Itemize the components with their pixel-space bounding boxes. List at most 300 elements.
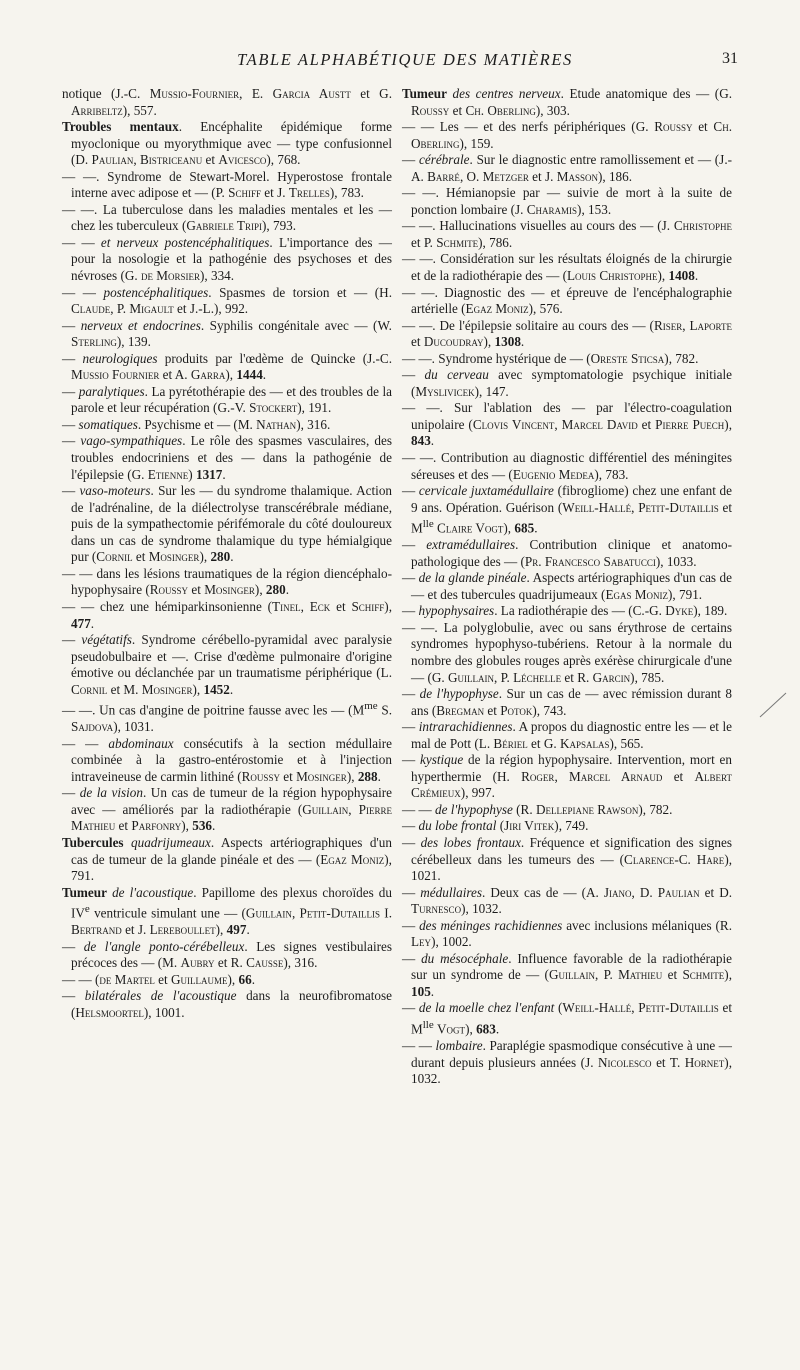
entry-text: — — — [402, 801, 435, 817]
entry-text: et — [484, 702, 501, 718]
entry-text: — — [62, 785, 80, 801]
italic-subterm: quadrijumeaux — [131, 835, 211, 850]
entry-text: ), 782. — [638, 801, 673, 817]
author-name: Mosinger — [204, 582, 255, 598]
entry-text: . Les signes vestibulaires précoces des — (M. — [71, 938, 392, 971]
italic-subterm: vago-sympathiques — [80, 433, 183, 449]
entry-text: — — [402, 884, 421, 900]
entry-text: et J. — [260, 185, 289, 201]
index-entry — [402, 318, 732, 351]
bold-term: Tubercules — [62, 835, 124, 850]
entry-text: ), — [465, 1021, 477, 1037]
author-name: Causse — [246, 955, 284, 971]
author-name: Weill-Hallé — [562, 1000, 632, 1016]
author-name: Mathieu — [618, 967, 663, 983]
entry-text: et M — [411, 499, 732, 536]
index-entry — [402, 1038, 732, 1088]
entry-text: et J. — [121, 922, 150, 938]
author-name: Guillain — [302, 801, 349, 817]
index-entry — [402, 285, 732, 318]
entry-text: . Sur le diagnostic entre ramollissement et — (J.-A. — [411, 152, 733, 184]
author-name: Weill-Hallé — [562, 499, 632, 515]
entry-text: . Spasmes de torsion et — (H. — [208, 284, 393, 300]
entry-text: et — [154, 971, 171, 987]
italic-subterm: du lobe frontal — [418, 818, 497, 834]
index-entry — [402, 620, 732, 686]
index-entry — [62, 119, 392, 169]
author-name: Léchelle — [513, 669, 562, 685]
entry-text: et T. — [651, 1054, 685, 1070]
entry-text: ), 316. — [296, 416, 331, 432]
entry-text: , P. — [594, 967, 619, 983]
entry-text: . — [520, 334, 525, 350]
bold-term: 1452 — [203, 681, 230, 697]
author-name: Sterling — [71, 334, 117, 350]
entry-text: . — [285, 582, 289, 598]
author-name: Vogt — [437, 1021, 466, 1037]
entry-text: — — [402, 835, 421, 850]
entry-text: — — [402, 719, 419, 735]
entry-text: — —. Sur l'ablation des — par l'électro-coagulation unipolaire ( — [402, 400, 732, 432]
index-entry — [62, 835, 392, 885]
author-name: Albert Crémieux — [411, 768, 733, 801]
entry-text: ), — [483, 334, 495, 350]
entry-text: — — [402, 950, 422, 966]
entry-text: et J. — [528, 168, 557, 184]
index-entry — [402, 835, 732, 885]
author-name: Nathan — [256, 416, 297, 432]
entry-text: . Papillome des plexus choroïdes du IV — [71, 884, 392, 921]
entry-text: et M. — [107, 681, 142, 697]
author-name: Guillain — [448, 669, 495, 685]
entry-text: ), 303. — [535, 102, 570, 118]
author-name: Petit-Dutaillis — [299, 905, 381, 921]
entry-text: . — [246, 922, 250, 938]
entry-text: . Contribution clinique et anatomo-pathologique des — ( — [411, 537, 733, 569]
entry-text: . — [495, 1021, 500, 1037]
author-name: Egas Moniz — [605, 586, 669, 602]
italic-subterm: médullaires — [420, 884, 483, 900]
index-entry — [402, 802, 732, 819]
italic-subterm: des lobes frontaux — [420, 835, 521, 850]
entry-text: et — [132, 549, 149, 565]
index-entry — [62, 417, 392, 434]
author-name: Garcia Austt — [272, 86, 351, 101]
entry-text: — — [402, 818, 419, 834]
entry-text: . — [212, 818, 216, 834]
entry-text: , — [300, 598, 310, 614]
entry-text: . — [230, 549, 234, 565]
author-name: Ley — [411, 934, 432, 950]
entry-text — [124, 835, 131, 850]
author-name: Sajdova — [71, 719, 114, 735]
entry-text: . — [430, 433, 435, 449]
author-name: Paulian — [91, 152, 134, 168]
author-name: Schmite — [436, 234, 479, 250]
entry-text: . Fréquence et signification des signes cérébelleux dans les tumeurs des — ( — [411, 835, 732, 867]
entry-text: lle — [422, 1019, 434, 1032]
index-entry — [402, 719, 732, 752]
italic-subterm: de l'hypophyse — [434, 801, 513, 817]
index-entry — [402, 251, 732, 284]
italic-subterm: neurologiques — [82, 350, 158, 366]
author-name: Claude — [71, 301, 111, 317]
entry-text: et — [411, 334, 424, 350]
entry-text: . Sur un cas de — avec rémission durant 8 ans ( — [411, 686, 733, 718]
entry-text: — —. Diagnostic des — et épreuve de l'encéphalographie artérielle ( — [402, 284, 732, 317]
author-name: Schiff — [228, 185, 261, 201]
author-name: Lereboullet — [149, 922, 216, 938]
entry-text: . La pyrétothérapie des — et des troubles de la parole et leur récupération (G.-V. — [71, 383, 392, 416]
italic-subterm: de l'hypophyse — [419, 686, 499, 702]
bold-term: Tumeur — [62, 884, 107, 900]
author-name: Oreste Sticsa — [590, 350, 665, 366]
entry-text: ), — [227, 971, 239, 987]
author-name: Myslivicek — [415, 383, 475, 399]
entry-text: (R. — [512, 801, 536, 817]
author-name: de Morsier — [140, 268, 200, 284]
entry-text: , — [631, 1000, 639, 1016]
entry-text: ), 1031. — [113, 719, 154, 735]
entry-text: ), — [503, 520, 515, 536]
entry-text: e — [84, 903, 90, 916]
author-name: Ducoudray — [423, 334, 484, 350]
entry-text: et — [637, 416, 656, 432]
index-entry — [402, 367, 732, 400]
entry-text: ), 1001. — [143, 1004, 185, 1020]
author-name: Masson — [556, 168, 598, 184]
entry-text: — — [62, 317, 81, 333]
page-number: 31 — [722, 50, 738, 67]
index-entry — [402, 951, 732, 1001]
index-entry — [402, 686, 732, 719]
entry-text: et D. — [699, 884, 733, 900]
author-name: Petit-Dutaillis — [638, 1000, 719, 1016]
index-entry — [62, 698, 392, 735]
author-name: Mosinger — [296, 768, 347, 784]
entry-text: et — [188, 582, 205, 598]
entry-text: ), 791. — [71, 851, 392, 884]
entry-text: ), 786. — [478, 234, 513, 250]
entry-text: — — — [402, 1037, 436, 1053]
italic-subterm: de la vision — [79, 785, 143, 801]
entry-text: — — [402, 603, 419, 619]
entry-text: — —. Considération sur les résultats éloignés de la chirurgie et de la radiothérapie des — ( — [402, 251, 732, 284]
page-header — [60, 50, 750, 72]
entry-text: ), 782. — [664, 350, 699, 366]
entry-text: ), 334. — [199, 268, 235, 284]
index-entry — [402, 119, 732, 152]
entry-text: ), 565. — [609, 735, 644, 751]
entry-text: . Paraplégie spasmodique consécutive à une — durant depuis plusieurs années (J. — [411, 1037, 732, 1070]
index-entry — [62, 285, 392, 318]
index-entry — [402, 918, 732, 951]
author-name: Roussy — [241, 768, 280, 784]
author-name: Guillain — [548, 967, 595, 983]
entry-text: . — [534, 520, 538, 536]
index-entry — [402, 450, 732, 483]
italic-subterm: somatiques — [78, 416, 138, 432]
entry-text: , — [348, 801, 359, 817]
entry-text: ), — [724, 967, 732, 983]
entry-text: et — [662, 967, 683, 983]
index-entry — [62, 632, 392, 698]
author-name: Louis Christophe — [566, 268, 658, 284]
entry-text: S. — [377, 702, 392, 718]
index-entry — [402, 570, 732, 603]
italic-subterm: hypophysaires — [418, 603, 495, 619]
author-name: Mussio-Fournier — [149, 86, 240, 101]
entry-text: — — — [62, 234, 101, 250]
italic-subterm: kystique — [420, 752, 464, 768]
italic-subterm: paralytiques — [78, 383, 145, 399]
index-entry — [402, 86, 732, 119]
entry-text: . Psychisme et — (M. — [137, 416, 257, 432]
entry-text: , P. — [494, 669, 514, 685]
index-entry — [402, 400, 732, 450]
author-name: Roussy — [654, 119, 693, 135]
italic-subterm: des centres nerveux — [452, 86, 561, 101]
bold-term: 843 — [411, 433, 431, 449]
bold-term: 1408 — [668, 268, 695, 284]
entry-text: . Syndrome cérébello-pyramidal avec paralysie pseudobulbaire et —. Crise d'œdème pulmonaire d'origine émotive ou déclanchée par un traumatisme périphérique (L. — [71, 632, 393, 681]
italic-subterm: de l'angle ponto-cérébelleux — [83, 938, 245, 954]
entry-text: ), 316. — [283, 955, 318, 971]
author-name: Potok — [500, 702, 533, 718]
entry-text: . — [377, 768, 381, 784]
entry-text: ( — [496, 818, 505, 834]
entry-text: . Etude anatomique des — (G. — [560, 86, 733, 101]
entry-text: ), 783. — [594, 466, 629, 482]
entry-text: ), 1032. — [411, 1054, 732, 1087]
italic-subterm: du mésocéphale — [421, 950, 509, 966]
entry-text: — — [62, 433, 81, 449]
bold-term: 477 — [71, 615, 91, 631]
author-name: Avicesco — [218, 152, 267, 168]
index-entry — [62, 566, 392, 599]
entry-text: ) — [188, 466, 196, 482]
index-entry — [62, 599, 392, 632]
entry-text: , — [554, 416, 562, 432]
italic-subterm: cervicale juxtamédullaire — [418, 483, 554, 499]
entry-text: , — [291, 905, 300, 921]
entry-text: . La radiothérapie des — (C.-G. — [494, 603, 666, 619]
author-name: Egaz Moniz — [320, 851, 385, 867]
entry-text: ), — [254, 582, 266, 598]
author-name: Egaz Moniz — [465, 301, 529, 317]
index-entry — [62, 972, 392, 989]
entry-text: — — [402, 1000, 419, 1016]
index-entry — [62, 86, 392, 119]
author-name: Roussy — [411, 102, 450, 118]
entry-text: et G. — [527, 735, 560, 751]
author-name: Roussy — [149, 582, 189, 598]
author-name: Gabriele Tripi — [186, 218, 262, 234]
entry-text: — — [402, 686, 420, 702]
entry-text: ), 139. — [116, 334, 151, 350]
entry-text: — — [402, 367, 425, 383]
entry-text: — —. Contribution au diagnostic différentiel des méningites séreuses et des — ( — [402, 450, 732, 482]
bold-term: 685 — [514, 520, 535, 536]
bold-term: 280 — [210, 549, 231, 565]
index-entry — [402, 885, 732, 918]
author-name: Stockert — [249, 400, 298, 416]
index-entry — [402, 483, 732, 537]
author-name: Charamis — [526, 201, 578, 217]
author-name: Bistriceanu — [139, 152, 203, 168]
author-name: Garcin — [592, 669, 631, 685]
entry-text: ), 153. — [577, 201, 612, 217]
bold-term: 1444 — [236, 367, 263, 383]
bold-term: 497 — [226, 922, 247, 938]
entry-text: ), 159. — [459, 135, 494, 151]
entry-text: — —. La polyglobulie, avec ou sans érythrose de certains syndromes hypophyso-tubériens. Retour à la normale du nombre des globules rouges après exérèse chirurgicale d'une — (G. — [402, 619, 732, 685]
entry-text: . Encéphalite épidémique forme myoclonique ou myorythmique avec — type confusionnel (D. — [71, 119, 392, 168]
entry-text: — — [62, 938, 84, 954]
italic-subterm: de la glande pinéale — [418, 570, 527, 586]
entry-text: ), — [346, 768, 358, 784]
entry-text: — — — [62, 284, 104, 300]
entry-text: ), 1032. — [461, 901, 502, 917]
author-name: Migault — [129, 301, 174, 317]
index-entry — [62, 785, 392, 835]
bold-term: 105 — [411, 983, 431, 999]
bold-term: 66 — [238, 971, 252, 987]
entry-text: ), — [724, 416, 732, 432]
author-name: Guillain — [245, 905, 292, 921]
author-name: Barré — [427, 168, 460, 184]
author-name: Jiri Vitek — [504, 818, 555, 834]
entry-text: . — [222, 466, 226, 482]
entry-text: et P. — [411, 234, 437, 250]
entry-text: . — [430, 983, 435, 999]
entry-text: . — [251, 971, 255, 987]
author-name: Mussio Fournier — [71, 367, 160, 383]
entry-text: , — [554, 768, 570, 784]
italic-subterm: des méninges rachidiennes — [419, 917, 563, 933]
entry-text: et R. — [561, 669, 593, 685]
entry-text: — — [62, 632, 82, 648]
author-name: Schmite — [682, 967, 725, 983]
author-name: Kapsalas — [559, 735, 610, 751]
author-name: Marcel Arnaud — [569, 768, 663, 784]
entry-text: . — [229, 681, 234, 697]
entry-text: — — [62, 483, 80, 499]
entry-text: . Deux cas de — (A. — [482, 884, 604, 900]
index-entry — [402, 1000, 732, 1037]
italic-subterm: nerveux et endocrines — [80, 317, 201, 333]
author-name: Arribeltz — [71, 102, 123, 118]
entry-text: ), — [181, 818, 193, 834]
index-entry — [402, 818, 732, 835]
entry-text: avec inclusions mélaniques (R. — [562, 917, 732, 933]
entry-text: — — [62, 988, 85, 1004]
author-name: Cornil — [71, 681, 108, 697]
entry-text: et G. — [350, 86, 392, 101]
entry-text: , — [133, 152, 140, 168]
entry-text: — — Les — et des nerfs périphériques (G. — [402, 119, 655, 135]
author-name: Jiano — [603, 884, 632, 900]
italic-subterm: de l'acoustique — [112, 884, 194, 900]
entry-text: — — [62, 416, 79, 432]
entry-text: ), — [225, 367, 237, 383]
entry-text: — — [402, 483, 419, 499]
entry-text: et — [662, 768, 695, 784]
author-name: Trelles — [288, 185, 330, 201]
entry-text: — — ( — [62, 971, 100, 987]
bold-term: 1308 — [494, 334, 521, 350]
left-column — [62, 86, 392, 1021]
index-entry — [62, 433, 392, 483]
entry-text: — — [402, 152, 419, 168]
author-name: Parfonry — [131, 818, 182, 834]
entry-text: et — [115, 818, 132, 834]
index-entry — [402, 537, 732, 570]
author-name: Cornil — [96, 549, 133, 565]
entry-text: . Influence favorable de la radiothérapie sur un syndrome de — ( — [411, 950, 732, 983]
author-name: Clarence-C. Hare — [624, 851, 725, 867]
entry-text: — — chez une hémiparkinsonienne ( — [62, 598, 273, 614]
entry-text: , E. — [239, 86, 273, 101]
bold-term: 288 — [357, 768, 378, 784]
bold-term: 1317 — [195, 466, 223, 482]
entry-text: , P. — [110, 301, 130, 317]
italic-subterm: bilatérales de l'acoustique — [84, 988, 237, 1004]
entry-text: et A. — [159, 367, 191, 383]
index-entry — [62, 483, 392, 566]
entry-text: — —. De l'épilepsie solitaire au cours des — ( — [402, 317, 654, 333]
author-name: Christophe — [673, 218, 732, 234]
index-entry — [62, 885, 392, 939]
entry-text: ), 147. — [474, 383, 509, 399]
entry-text: , — [682, 317, 690, 333]
italic-subterm: végétatifs — [81, 632, 132, 648]
author-name: Eck — [309, 598, 331, 614]
bold-term: 536 — [192, 818, 212, 834]
entry-text: — —. Hallucinations visuelles au cours des — (J. — [402, 218, 674, 234]
author-name: Pr. Francesco Sabatucci — [524, 553, 656, 569]
entry-text: — — dans les lésions traumatiques de la région diencéphalo-hypophysaire ( — [62, 565, 392, 598]
entry-text: consécutifs à la section médullaire combinée à la gastro-entérostomie et à l'injection intraveineuse de carmin lithiné ( — [71, 735, 393, 784]
entry-text: et R. — [214, 955, 247, 971]
author-name: Dellepiane Rawson — [535, 801, 639, 817]
entry-text: et — [330, 598, 352, 614]
author-name: Pierre Mathieu — [71, 801, 392, 834]
author-name: Guillaume — [170, 971, 228, 987]
bold-term: 683 — [476, 1021, 496, 1037]
entry-text: ), — [192, 681, 204, 697]
entry-text: (fibrogliome) chez une enfant de 9 ans. Opération. Guérison ( — [411, 483, 733, 515]
entry-text: . — [90, 615, 95, 631]
index-entry — [402, 603, 732, 620]
entry-text: et — [202, 152, 219, 168]
entry-text: — — — [62, 735, 109, 751]
entry-text: . Un cas de tumeur de la région hypophysaire avec — améliorés par la radiothérapie ( — [71, 785, 392, 817]
entry-text: ), — [215, 922, 227, 938]
author-name: Riser — [653, 317, 683, 333]
pencil-mark-icon — [756, 690, 790, 720]
author-name: Garra — [190, 367, 226, 383]
italic-subterm: cérébrale — [418, 152, 470, 168]
index-entry — [62, 169, 392, 202]
entry-text: — — [62, 350, 83, 366]
author-name: Eugenio Medea — [512, 466, 595, 482]
entry-text: — — [62, 383, 79, 399]
entry-text: , O. — [459, 168, 483, 184]
author-name: de Martel — [99, 971, 155, 987]
entry-text: — — [402, 752, 420, 768]
entry-text: ), 576. — [528, 301, 563, 317]
